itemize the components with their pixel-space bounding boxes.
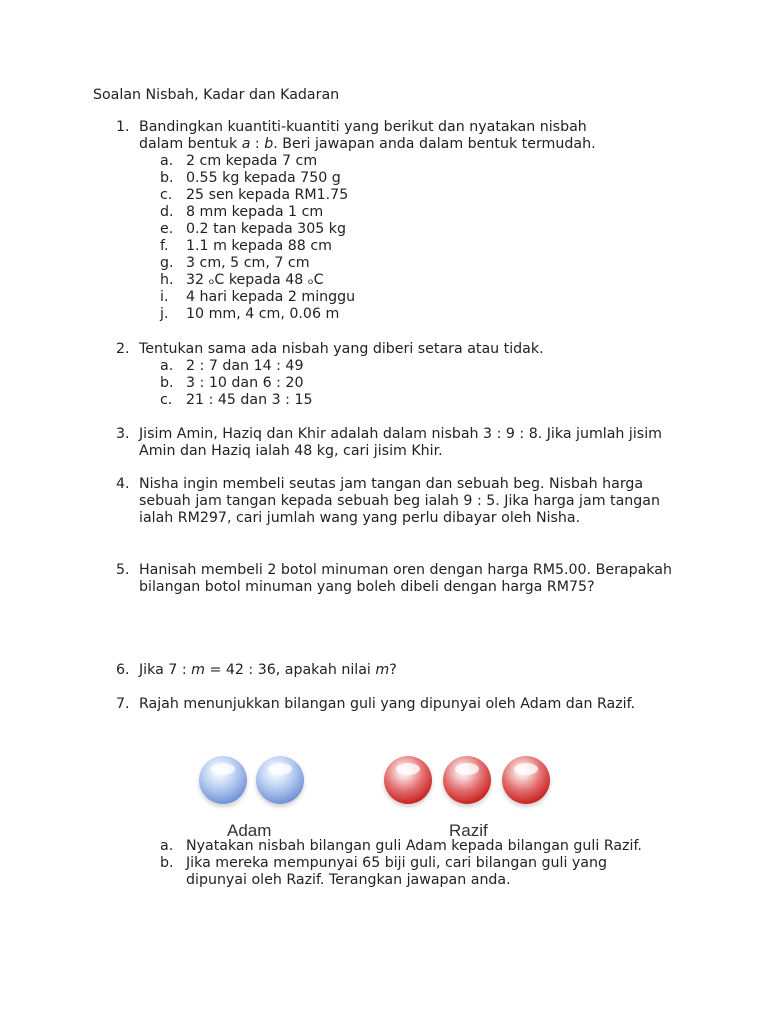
sub-question: j. 10 mm, 4 cm, 0.06 m: [160, 306, 340, 322]
question-text: Bandingkan kuantiti-kuantiti yang berikut dan nyatakan nisbah: [139, 119, 587, 135]
sub-question: h. 32 ₒC kepada 48 ₒC: [160, 272, 324, 288]
question-number: 7.: [116, 696, 130, 712]
sub-question: a. Nyatakan nisbah bilangan guli Adam kepada bilangan guli Razif.: [160, 838, 642, 854]
red-marble: [502, 756, 550, 804]
sub-question: b. 0.55 kg kepada 750 g: [160, 170, 341, 186]
sub-question: c. 21 : 45 dan 3 : 15: [160, 392, 313, 408]
sub-question: b. 3 : 10 dan 6 : 20: [160, 375, 304, 391]
sub-question: i. 4 hari kepada 2 minggu: [160, 289, 356, 305]
question-7: [116, 696, 656, 713]
sub-question: e. 0.2 tan kepada 305 kg: [160, 221, 346, 237]
page-title: Soalan Nisbah, Kadar dan Kadaran: [93, 87, 340, 103]
blue-marble: [256, 756, 304, 804]
red-marble: [384, 756, 432, 804]
sub-question: a. 2 : 7 dan 14 : 49: [160, 358, 304, 374]
question-4: [116, 476, 676, 527]
blue-marble: [199, 756, 247, 804]
question-number: 1.: [116, 119, 130, 135]
red-marble: [443, 756, 491, 804]
question-3: [116, 426, 676, 460]
sub-question: a. 2 cm kepada 7 cm: [160, 153, 318, 169]
question-6: [116, 662, 696, 679]
question-5: [116, 562, 676, 596]
question-number: 6.: [116, 662, 130, 678]
question-1: [116, 119, 696, 153]
question-text: Rajah menunjukkan bilangan guli yang dipunyai oleh Adam dan Razif.: [139, 696, 636, 712]
sub-question: b. Jika mereka mempunyai 65 biji guli, cari bilangan guli yang dipunyai oleh Razif. Terangkan jawapan anda.: [160, 855, 608, 888]
question-number: 2.: [116, 341, 130, 357]
sub-question: c. 25 sen kepada RM1.75: [160, 187, 349, 203]
question-number: 4.: [116, 476, 130, 492]
question-text: Jika 7 : m = 42 : 36, apakah nilai m?: [139, 662, 397, 678]
question-number: 5.: [116, 562, 130, 578]
sub-question: f. 1.1 m kepada 88 cm: [160, 238, 332, 254]
question-text-line2: dalam bentuk a : b. Beri jawapan anda dalam bentuk termudah.: [139, 136, 596, 152]
question-number: 3.: [116, 426, 130, 442]
sub-question: g. 3 cm, 5 cm, 7 cm: [160, 255, 310, 271]
sub-question: d. 8 mm kepada 1 cm: [160, 204, 324, 220]
marbles-figure: [193, 752, 563, 847]
razif-label: Razif: [449, 821, 488, 840]
question-2: [116, 341, 696, 358]
question-text: Tentukan sama ada nisbah yang diberi setara atau tidak.: [139, 341, 544, 357]
question-text: Nisha ingin membeli seutas jam tangan dan sebuah beg. Nisbah harga sebuah jam tangan kepada sebuah beg ialah 9 : 5. Jika harga jam tangan ialah RM297, cari jumlah wang yang perlu dibayar oleh Nisha.: [139, 476, 660, 526]
question-text: Hanisah membeli 2 botol minuman oren dengan harga RM5.00. Berapakah bilangan botol minuman yang boleh dibeli dengan harga RM75?: [139, 562, 672, 595]
question-text: Jisim Amin, Haziq dan Khir adalah dalam nisbah 3 : 9 : 8. Jika jumlah jisim Amin dan Haziq ialah 48 kg, cari jisim Khir.: [139, 426, 662, 459]
adam-label: Adam: [227, 821, 272, 840]
